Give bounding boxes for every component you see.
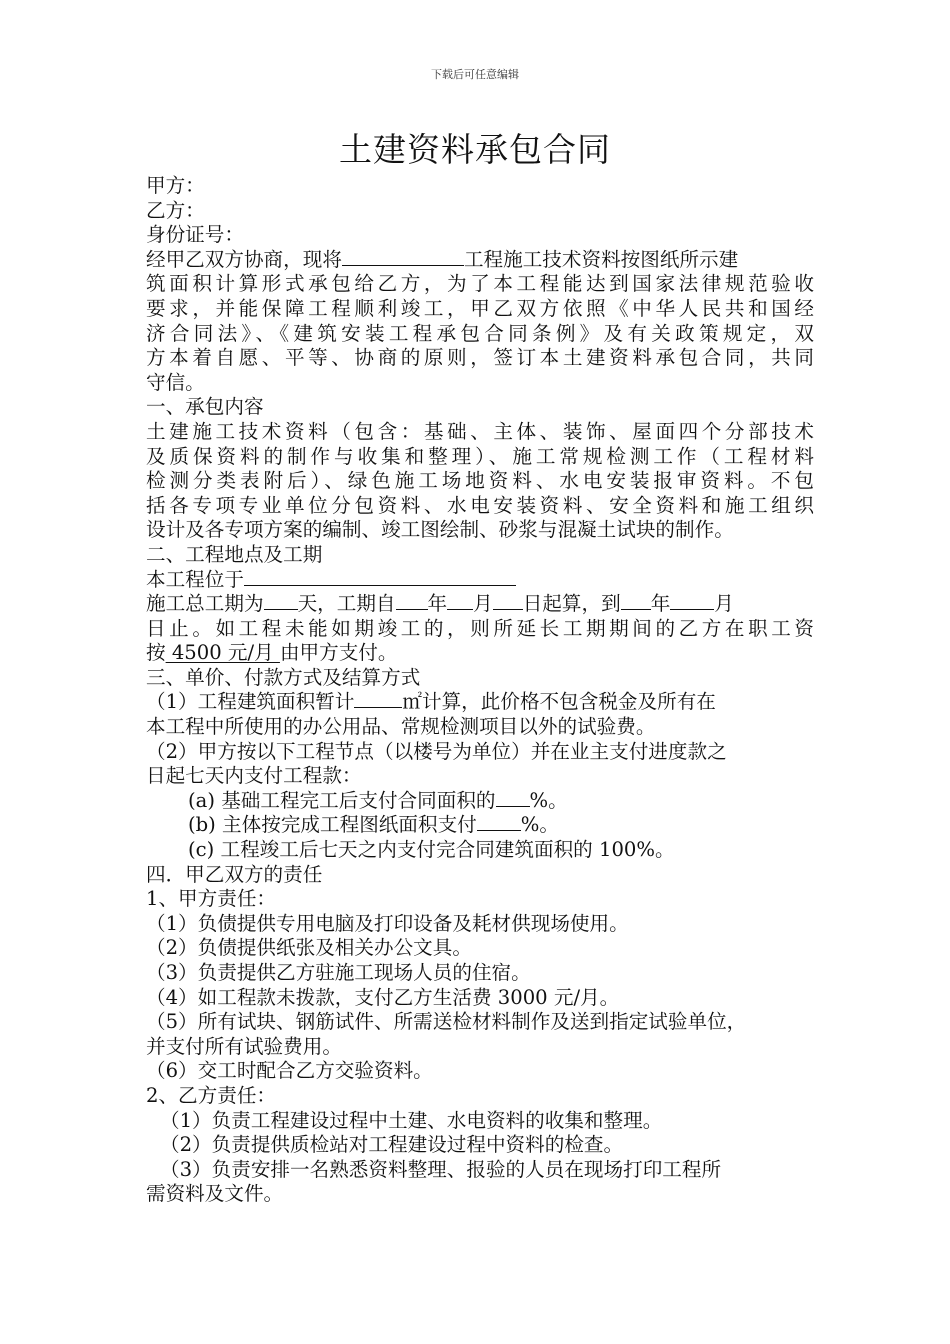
scope-line: 设计及各专项方案的编制、竣工图绘制、砂浆与混凝土试块的制作。 <box>146 518 734 542</box>
start-day-blank <box>493 609 523 610</box>
payment-line: 日起七天内支付工程款： <box>146 764 362 788</box>
duty-item: （1）负债提供专用电脑及打印设备及耗材供现场使用。 <box>146 911 629 935</box>
section-heading: 一、承包内容 <box>146 395 264 419</box>
intro-line: 筑面积计算形式承包给乙方，为了本工程能达到国家法律规范验收 <box>146 272 814 296</box>
payment-item-b: (b) 主体按完成工程图纸面积支付 %。 <box>188 813 559 837</box>
percent-b-blank <box>477 830 521 831</box>
section-heading: 三、单价、付款方式及结算方式 <box>146 665 421 689</box>
scope-line: 及质保资料的制作与收集和整理）、施工常规检测工作（工程材料 <box>146 444 814 468</box>
scope-line: 土建施工技术资料（包含：基础、主体、装饰、屋面四个分部技术 <box>146 419 814 443</box>
duty-item: （6）交工时配合乙方交验资料。 <box>146 1059 433 1083</box>
page-header: 下载后可任意编辑 <box>431 68 519 81</box>
intro-line: 守信。 <box>146 370 205 394</box>
days-blank <box>264 609 298 610</box>
schedule-line: 按 4500 元/月 由甲方支付。 <box>146 641 398 665</box>
area-blank <box>354 707 402 708</box>
intro-line: 济合同法》、《建筑安装工程承包合同条例》及有关政策规定，双 <box>146 321 814 345</box>
project-name-blank <box>342 265 464 266</box>
schedule-line: 日止。如工程未能如期竣工的，则所延长工期期间的乙方在职工资 <box>146 616 814 640</box>
schedule-line: 施工总工期为 天，工期自 年 月 日起算，到 年 月 <box>146 592 734 616</box>
payment-item-c: (c) 工程竣工后七天之内支付完合同建筑面积的 100%。 <box>188 838 675 862</box>
duty-item: （1）负责工程建设过程中土建、水电资料的收集和整理。 <box>160 1108 663 1132</box>
id-number-line: 身份证号： <box>146 223 244 247</box>
end-year-blank <box>621 609 651 610</box>
duty-item: （3）负责安排一名熟悉资料整理、报验的人员在现场打印工程所 <box>160 1157 722 1181</box>
start-year-blank <box>396 609 428 610</box>
salary-amount: 4500 元/月 <box>165 641 280 665</box>
subsection-heading: 2、乙方责任： <box>146 1083 277 1107</box>
subsection-heading: 1、甲方责任： <box>146 887 277 911</box>
percent-a-blank <box>496 806 530 807</box>
payment-item-a: (a) 基础工程完工后支付合同面积的 %。 <box>188 788 568 812</box>
location-blank <box>244 585 516 586</box>
intro-line: 经甲乙双方协商，现将 工程施工技术资料按图纸所示建 <box>146 247 739 271</box>
payment-line: 本工程中所使用的办公用品、常规检测项目以外的试验费。 <box>146 715 656 739</box>
location-line: 本工程位于 <box>146 568 814 593</box>
intro-line: 方本着自愿、平等、协商的原则，签订本土建资料承包合同，共同 <box>146 346 814 370</box>
intro-line: 要求，并能保障工程顺利竣工，甲乙双方依照《中华人民共和国经 <box>146 296 814 320</box>
duty-item: 需资料及文件。 <box>146 1182 284 1206</box>
end-month-blank <box>670 609 714 610</box>
party-b-line: 乙方： <box>146 198 205 222</box>
section-heading: 四．甲乙双方的责任 <box>146 862 323 886</box>
scope-line: 括各专项专业单位分包资料、水电安装资料、安全资料和施工组织 <box>146 493 814 517</box>
document-title: 土建资料承包合同 <box>339 130 611 169</box>
duty-item: （2）负债提供纸张及相关办公文具。 <box>146 936 472 960</box>
duty-item: （2）负责提供质检站对工程建设过程中资料的检查。 <box>160 1133 624 1157</box>
payment-line: （2）甲方按以下工程节点（以楼号为单位）并在业主支付进度款之 <box>146 739 727 763</box>
duty-item: （3）负责提供乙方驻施工现场人员的住宿。 <box>146 961 531 984</box>
duty-item: 并支付所有试验费用。 <box>146 1034 342 1058</box>
document-body <box>146 174 814 1207</box>
duty-item: （5）所有试块、钢筋试件、所需送检材料制作及送到指定试验单位， <box>146 1010 747 1034</box>
start-month-blank <box>447 609 473 610</box>
scope-line: 检测分类表附后）、绿色施工场地资料、水电安装报审资料。不包 <box>146 469 814 493</box>
party-a-line: 甲方： <box>146 174 205 197</box>
section-heading: 二、工程地点及工期 <box>146 542 323 566</box>
payment-line: （1）工程建筑面积暂计 ㎡计算，此价格不包含税金及所有在 <box>146 690 716 714</box>
duty-item: （4）如工程款未拨款，支付乙方生活费 3000 元/月。 <box>146 985 620 1009</box>
